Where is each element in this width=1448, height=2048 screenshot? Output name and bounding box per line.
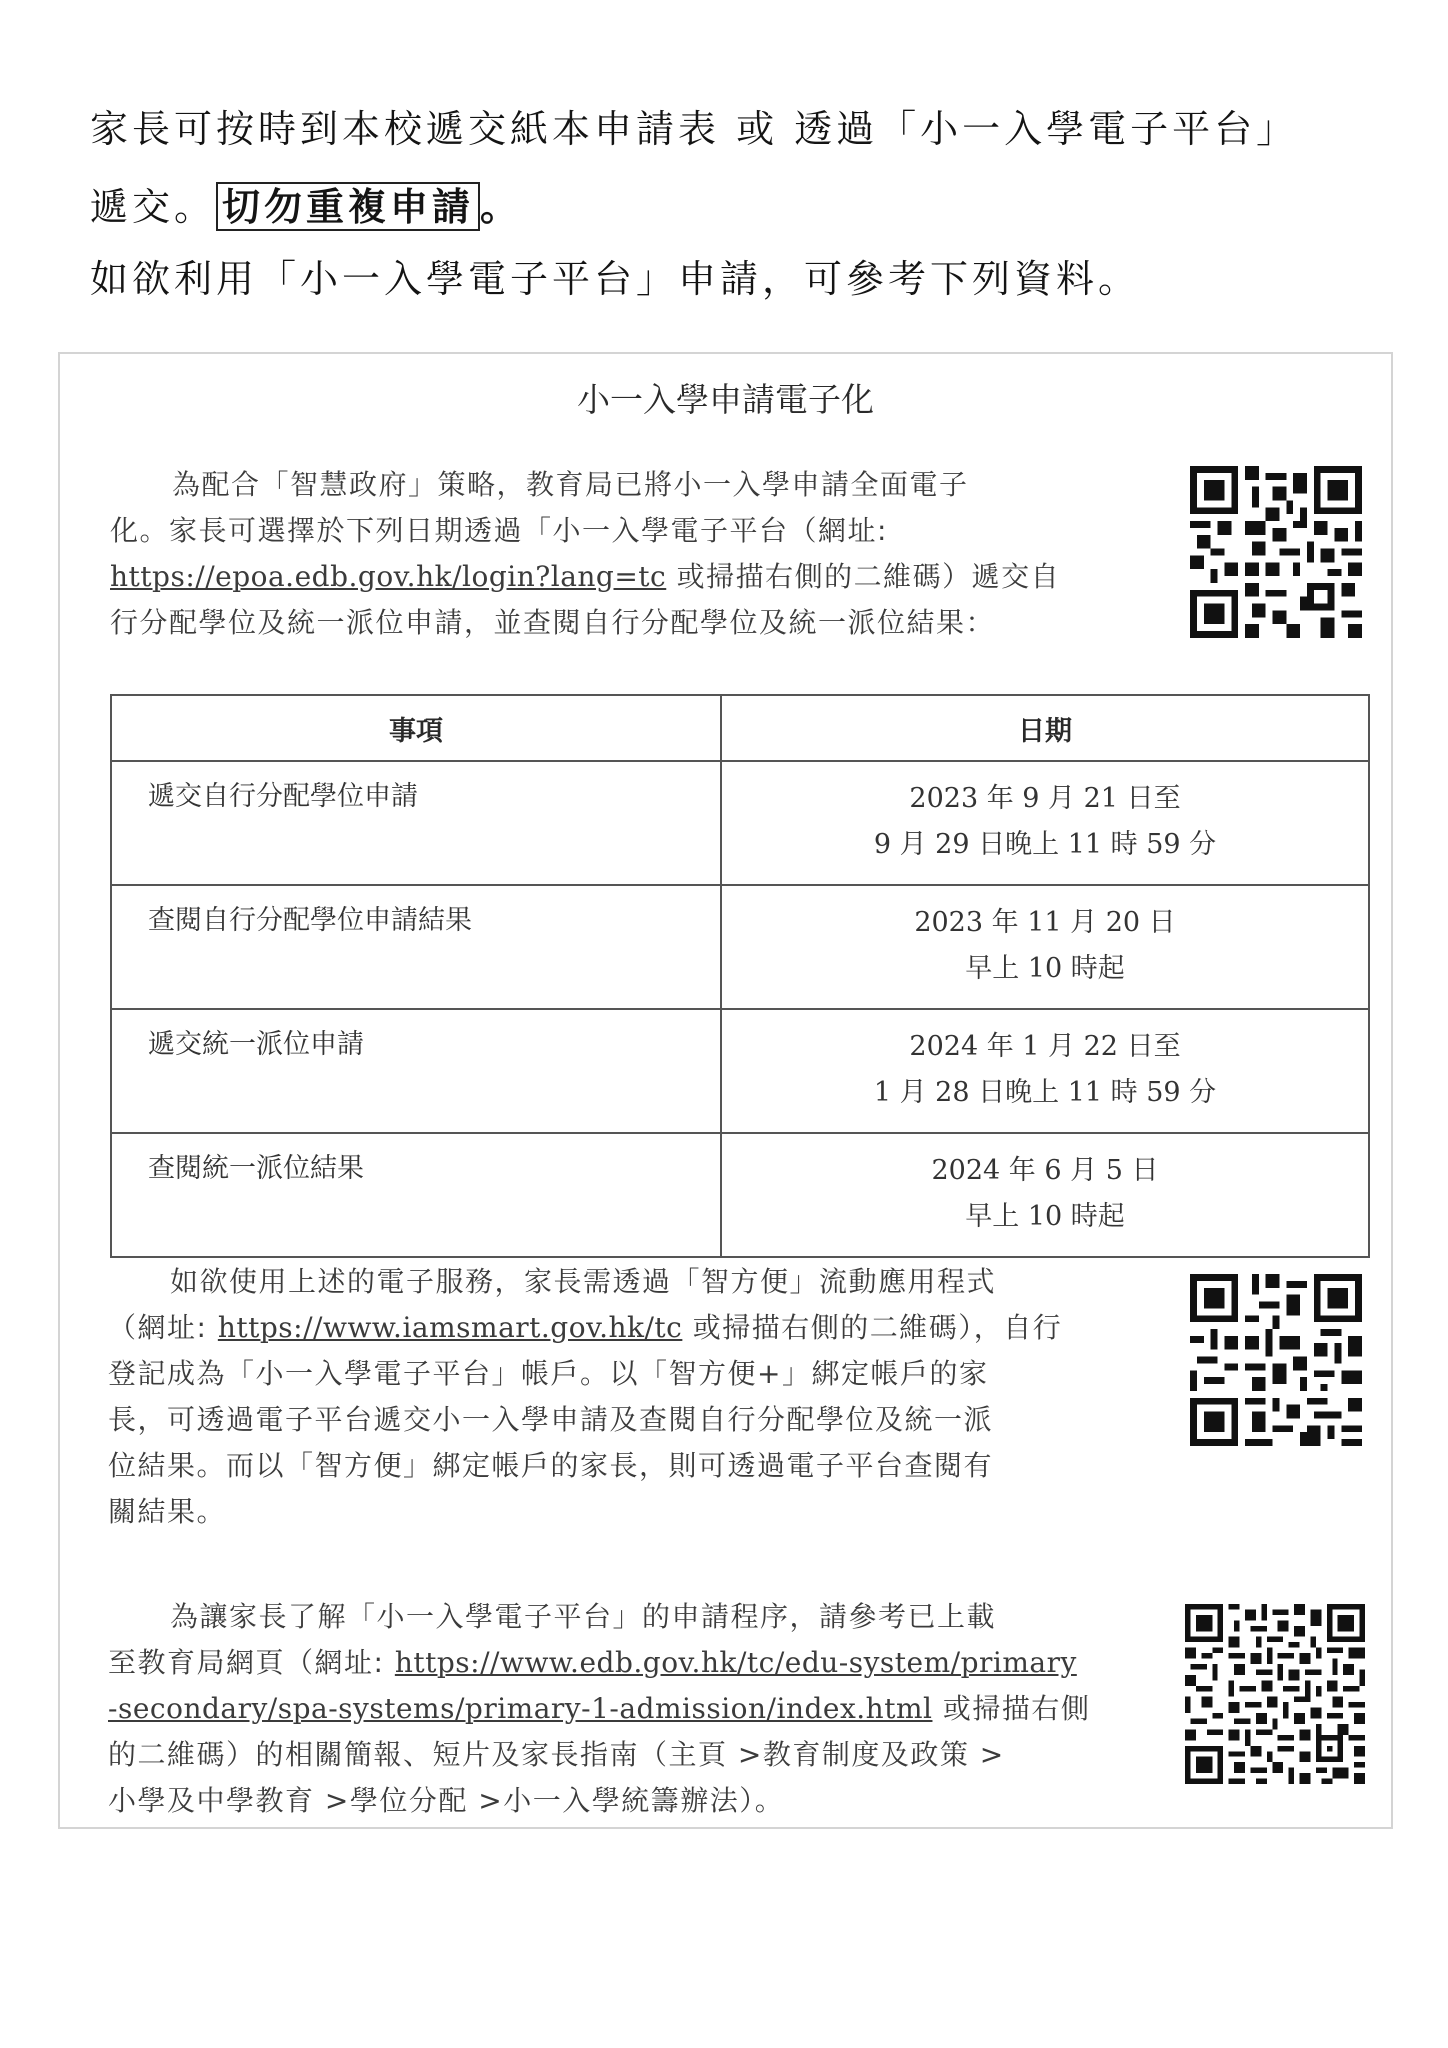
- iamsmart-link[interactable]: https://www.iamsmart.gov.hk/tc: [217, 1311, 683, 1344]
- row-item: 遞交統一派位申請: [111, 1009, 721, 1133]
- notice-title: 小一入學申請電子化: [577, 380, 874, 419]
- edb-link[interactable]: https://www.edb.gov.hk/tc/edu-system/primary: [394, 1646, 1077, 1679]
- intro-line-2-suffix: 。: [480, 184, 523, 229]
- para3-line-2: 至教育局網頁（網址: https://www.edb.gov.hk/tc/edu-system/primary: [108, 1646, 1077, 1679]
- table-header-row: [111, 695, 1369, 761]
- intro-line-1: 家長可按時到本校遞交紙本申請表 或 透過「小一入學電子平台」: [90, 107, 1299, 151]
- table-row: [111, 1009, 1369, 1133]
- intro-line-3: 如欲利用「小一入學電子平台」申請，可參考下列資料。: [90, 257, 1141, 301]
- row-date: 2023 年 9 月 21 日至 9 月 29 日晚上 11 時 59 分: [721, 761, 1369, 885]
- para2-line-3: 登記成為「小一入學電子平台」帳戶。以「智方便+」綁定帳戶的家: [108, 1357, 989, 1390]
- notice-paragraph-3: [108, 1594, 1218, 1824]
- para3-line-4: 的二維碼）的相關簡報、短片及家長指南（主頁 >教育制度及政策 >: [108, 1738, 1005, 1771]
- header-item: 事項: [111, 695, 721, 761]
- para2-line-1: 如欲使用上述的電子服務，家長需透過「智方便」流動應用程式: [170, 1265, 997, 1298]
- row-item: 查閱統一派位結果: [111, 1133, 721, 1257]
- header-date: 日期: [721, 695, 1369, 761]
- para2-line-4: 長，可透過電子平台遞交小一入學申請及查閱自行分配學位及統一派: [108, 1403, 994, 1436]
- para2-line-5: 位結果。而以「智方便」綁定帳戶的家長，則可透過電子平台查閱有: [108, 1449, 994, 1482]
- para3-line-5: 小學及中學教育 >學位分配 >小一入學統籌辦法）。: [108, 1784, 785, 1817]
- para1-line-2: 化。家長可選擇於下列日期透過「小一入學電子平台（網址:: [110, 514, 888, 547]
- row-date: 2024 年 6 月 5 日 早上 10 時起: [721, 1133, 1369, 1257]
- para1-line-3: https://epoa.edb.gov.hk/login?lang=tc 或掃描右側的二維碼）遞交自: [110, 560, 1061, 593]
- notice-box: [58, 352, 1393, 1829]
- qr-code-edb: [1185, 1604, 1365, 1784]
- qr-code-epoa: [1190, 466, 1362, 638]
- notice-paragraph-1: [110, 462, 1220, 646]
- para1-line-4: 行分配學位及統一派位申請，並查閱自行分配學位及統一派位結果：: [110, 606, 996, 639]
- duplicate-warning: 切勿重複申請: [216, 182, 480, 231]
- para3-line-3: -secondary/spa-systems/primary-1-admission/index.html 或掃描右側: [108, 1692, 1091, 1725]
- para3-line-1: 為讓家長了解「小一入學電子平台」的申請程序，請參考已上載: [170, 1600, 997, 1633]
- para2-line-2: （網址: https://www.iamsmart.gov.hk/tc 或掃描右側的二維碼），自行: [108, 1311, 1063, 1344]
- row-item: 查閱自行分配學位申請結果: [111, 885, 721, 1009]
- qr-code-iamsmart: [1190, 1274, 1362, 1446]
- intro-line-2-prefix: 遞交。: [90, 185, 217, 229]
- para2-line-6: 關結果。: [108, 1495, 227, 1528]
- intro-line-2: [90, 176, 522, 231]
- row-date: 2024 年 1 月 22 日至 1 月 28 日晚上 11 時 59 分: [721, 1009, 1369, 1133]
- table-row: [111, 761, 1369, 885]
- epoa-link[interactable]: https://epoa.edb.gov.hk/login?lang=tc: [110, 560, 667, 593]
- schedule-table: [110, 694, 1370, 1258]
- notice-paragraph-2: [108, 1259, 1218, 1535]
- row-item: 遞交自行分配學位申請: [111, 761, 721, 885]
- table-row: [111, 885, 1369, 1009]
- para1-line-1: 為配合「智慧政府」策略，教育局已將小一入學申請全面電子: [172, 468, 969, 501]
- edb-link-continued[interactable]: -secondary/spa-systems/primary-1-admission/index.html: [108, 1692, 933, 1725]
- table-row: [111, 1133, 1369, 1257]
- row-date: 2023 年 11 月 20 日 早上 10 時起: [721, 885, 1369, 1009]
